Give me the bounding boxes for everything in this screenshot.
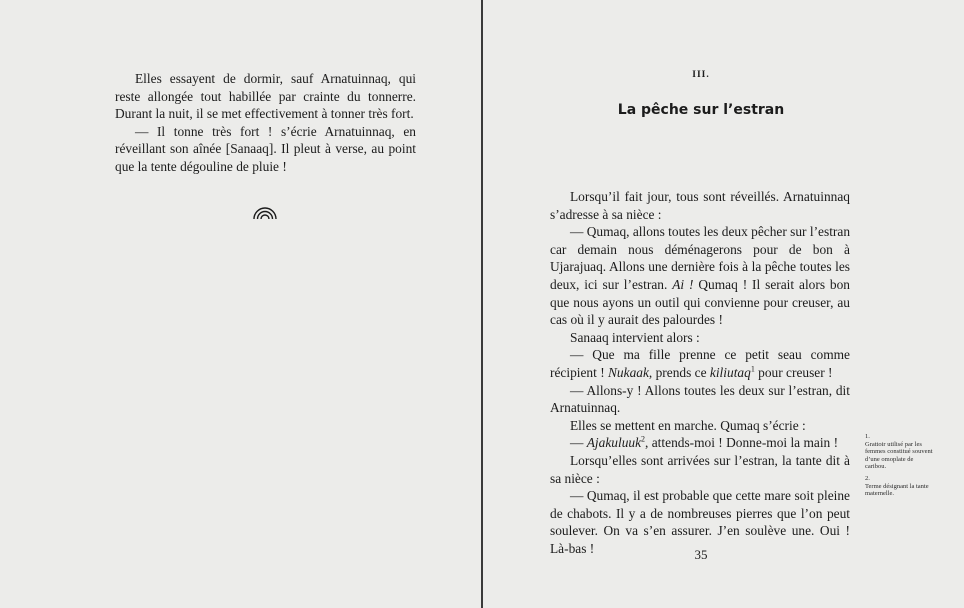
paragraph: — Qumaq, il est probable que cette mare soit pleine de chabots. Il y a de nombreuses pierres que l’on peut soulever. On va s’en assurer. J’en soulève une. Oui ! Là-bas ! [550,488,850,556]
footnote [865,475,935,498]
page-number: 35 [694,547,708,562]
footnote [865,433,935,471]
text-run: , attends-moi ! Donne-moi la main ! [645,435,839,451]
left-page-text [115,70,416,176]
footnote-number: 1. [865,433,870,440]
footnote-ref: 1 [750,364,755,374]
italic-word: Nukaak [608,364,649,380]
italic-word: Ai ! [672,276,694,292]
text-run: — [570,435,587,451]
text-run: — Que ma fille prenne ce petit seau comme récipient ! [550,347,850,380]
paragraph: — Il tonne très fort ! s’écrie Arnatuinnaq, en réveillant son aînée [Sanaaq]. Il pleut à verse, au point que la tente dégouline de pluie ! [115,123,416,174]
text-run: pour creuser ! [754,364,833,380]
paragraph: Elles essayent de dormir, sauf Arnatuinnaq, qui reste allongée tout habillée par crainte du tonnerre. Durant la nuit, il se met effectivement à tonner très fort. [115,71,416,122]
paragraph: Elles se mettent en marche. Qumaq s’écrie : [570,417,806,433]
text-run: Qumaq ! Il serait alors bon que nous ayons un outil qui convienne pour creuser, au cas où il y aurait des palourdes ! [550,276,851,328]
chapter-title: La pêche sur l’estran [617,102,785,118]
paragraph: Lorsqu’il fait jour, tous sont réveillés. Arnatuinnaq s’adresse à sa nièce : [550,189,850,222]
italic-word: Ajakuluuk [586,435,642,451]
paragraph: Lorsqu’elles sont arrivées sur l’estran, la tante dit à sa nièce : [550,452,850,486]
footnote-ref: 2 [641,434,646,444]
text-run: , prends ce [648,364,710,380]
footnote-text: Terme désignant la tante maternelle. [865,482,929,498]
footnote-text: Grattoir utilisé par les femmes constitué souvent d’une omoplate de caribou. [865,440,933,471]
paragraph [550,346,850,381]
italic-word: kiliutaq [709,364,751,380]
text-run: — Qumaq, allons toutes les deux pêcher sur l’estran car demain nous déménagerons pour de bon à Ujarajuaq. Allons une dernière fois à la pêche toutes les deux, ici sur l’estran. [550,224,851,292]
rainbow-icon [252,204,278,220]
chapter-number: III. [692,70,710,80]
paragraph [550,223,850,329]
right-page [483,0,964,608]
paragraph: — Allons-y ! Allons toutes les deux sur l’estran, dit Arnatuinnaq. [550,382,850,416]
left-page [0,0,481,608]
footnotes [865,433,935,502]
right-page-text [550,188,850,557]
paragraph [550,434,850,452]
footnote-number: 2. [865,474,870,482]
paragraph: Sanaaq intervient alors : [570,329,700,345]
